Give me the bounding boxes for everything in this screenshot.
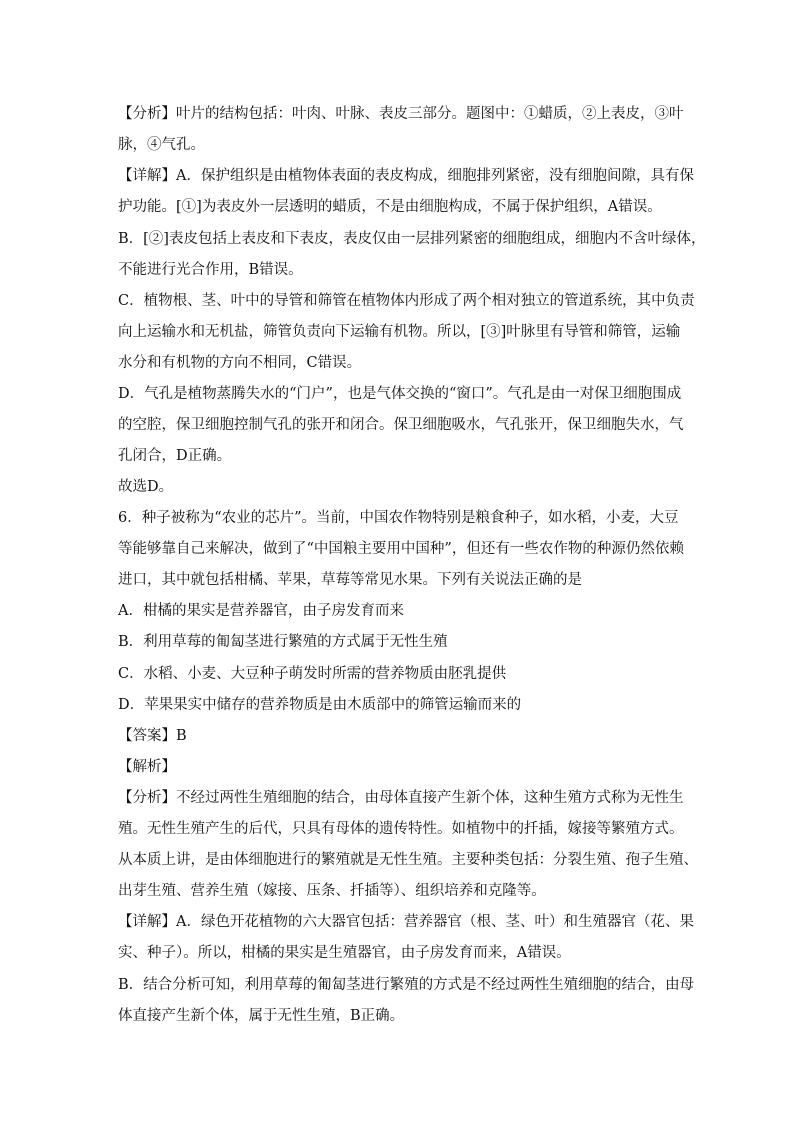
text-line: 【答案】B [118,728,187,744]
text-line: 出芽生殖、营养生殖（嫁接、压条、扦插等）、组织培养和克隆等。 [118,883,546,899]
text-line: 进口，其中就包括柑橘、苹果，草莓等常见水果。下列有关说法正确的是 [118,572,582,588]
text-line: A．柑橘的果实是营养器官，由子房发育而来 [118,603,404,619]
text-line: 护功能。[①]为表皮外一层透明的蜡质，不是由细胞构成，不属于保护组织，A错误。 [118,199,662,215]
text-line: 【解析】 [118,759,176,775]
text-line: 【详解】A．绿色开花植物的六大器官包括：营养器官（根、茎、叶）和生殖器官（花、果 [118,914,694,930]
text-line: C．植物根、茎、叶中的导管和筛管在植物体内形成了两个相对独立的管道系统，其中负责 [118,293,695,309]
text-line: 故选D。 [118,479,174,495]
text-line: 体直接产生新个体，属于无性生殖，B正确。 [118,1008,405,1024]
text-line: D．苹果果实中储存的营养物质是由木质部中的筛管运输而来的 [118,697,522,713]
text-line: 实、种子）。所以，柑橘的果实是生殖器官，由子房发育而来，A错误。 [118,945,571,961]
text-line: 【分析】叶片的结构包括：叶肉、叶脉、表皮三部分。题图中：①蜡质，②上表皮，③叶 [118,106,684,122]
text-line: 不能进行光合作用，B错误。 [118,262,303,278]
text-line: 等能够靠自己来解决，做到了“中国粮主要用中国种”，但还有一些农作物的种源仍然依赖 [118,541,684,557]
text-line: B．结合分析可知，利用草莓的匍匐茎进行繁殖的方式是不经过两性生殖细胞的结合，由母 [118,977,695,993]
text-line: 殖。无性生殖产生的后代，只具有母体的遗传特性。如植物中的扦插，嫁接等繁殖方式。 [118,821,684,837]
text-line: 水分和有机物的方向不相同，C错误。 [118,355,362,371]
text-line: 【详解】A．保护组织是由植物体表面的表皮构成，细胞排列紧密，没有细胞间隙，具有保 [118,168,694,184]
text-line: B．利用草莓的匍匐茎进行繁殖的方式属于无性生殖 [118,634,448,650]
text-line: C．水稻、小麦、大豆种子萌发时所需的营养物质由胚乳提供 [118,666,507,682]
text-line: D．气孔是植物蒸腾失水的“门户”，也是气体交换的“窗口”。气孔是由一对保卫细胞围成 [118,386,682,402]
text-line: 孔闭合，D正确。 [118,448,232,464]
text-line: 【分析】不经过两性生殖细胞的结合，由母体直接产生新个体，这种生殖方式称为无性生 [118,790,684,806]
text-line: 向上运输水和无机盐，筛管负责向下运输有机物。所以，[③]叶脉里有导管和筛管，运输 [118,324,681,340]
text-line: 的空腔，保卫细胞控制气孔的张开和闭合。保卫细胞吸水，气孔张开，保卫细胞失水，气 [118,417,684,433]
text-line: 6．种子被称为“农业的芯片”。当前，中国农作物特别是粮食种子，如水稻，小麦，大豆 [118,510,679,526]
text-line: 从本质上讲，是由体细胞进行的繁殖就是无性生殖。主要种类包括：分裂生殖、孢子生殖、 [118,852,698,868]
text-line: 脉，④气孔。 [118,137,205,153]
text-line: B．[②]表皮包括上表皮和下表皮，表皮仅由一层排列紧密的细胞组成，细胞内不含叶绿体， [118,231,706,247]
